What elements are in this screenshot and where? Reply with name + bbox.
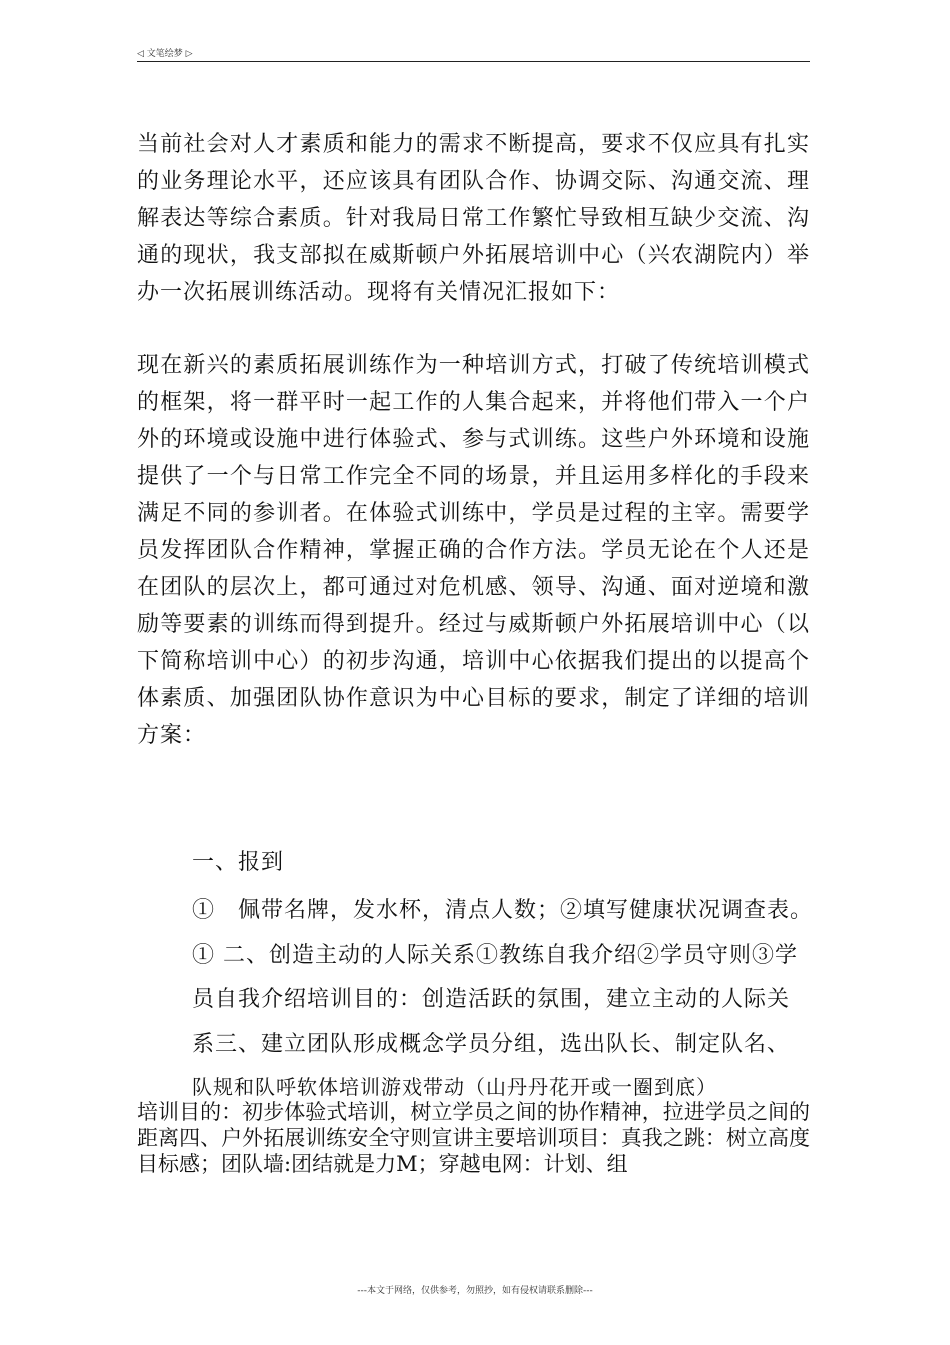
list-item: 队规和队呼软体培训游戏带动（山丹丹花开或一圈到底） [192, 1075, 717, 1099]
page-footer: ---本文于网络，仅供参考，勿照抄，如有侵权请联系删除--- [357, 1286, 593, 1296]
list-item: 一、报到 [192, 850, 285, 875]
header-rule [137, 61, 810, 62]
paragraph-text: 当前社会对人才素质和能力的需求不断提高，要求不仅应具有扎实的业务理论水平，还应该具有团队合作、协调交际、沟通交流、理解表达等综合素质。针对我局日常工作繁忙导致相互缺少交流、沟通的现状，我支部拟在威斯顿户外拓展培训中心（兴农湖院内）举办一次拓展训练活动。现将有关情况汇报如下： [137, 132, 810, 305]
list-item: ① 佩带名牌，发水杯，清点人数；②填写健康状况调查表。 [192, 898, 814, 923]
paragraph-text: 现在新兴的素质拓展训练作为一种培训方式，打破了传统培训模式的框架，将一群平时一起工作的人集合起来，并将他们带入一个户外的环境或设施中进行体验式、参与式训练。这些户外环境和设施提供了一个与日常工作完全不同的场景，并且运用多样化的手段来满足不同的参训者。在体验式训练中，学员是过程的主宰。需要学员发挥团队合作精神，掌握正确的合作方法。学员无论在个人还是在团队的层次上，都可通过对危机感、领导、沟通、面对逆境和激励等要素的训练而得到提升。经过与威斯顿户外拓展培训中心（以下简称培训中心）的初步沟通，培训中心依据我们提出的以提高个体素质、加强团队协作意识为中心目标的要求，制定了详细的培训方案： [137, 353, 810, 748]
header-text: ◁ 文笔绘梦 ▷ [137, 49, 193, 59]
paragraph-intro [137, 126, 810, 311]
paragraph-description [137, 347, 810, 754]
paragraph-training-purpose: 培训目的：初步体验式培训，树立学员之间的协作精神，拉进学员之间的距离四、户外拓展训练安全守则宣讲主要培训项目：真我之跳：树立高度目标感；团队墙:团结就是力M；穿越电网：计划、组 [137, 1100, 810, 1176]
page-header [137, 44, 809, 62]
list-item: ① 二、创造主动的人际关系①教练自我介绍②学员守则③学 [192, 943, 798, 968]
list-item: 系三、建立团队形成概念学员分组，选出队长、制定队名、 [192, 1032, 791, 1057]
list-item: 员自我介绍培训目的：创造活跃的氛围，建立主动的人际关 [192, 987, 791, 1012]
